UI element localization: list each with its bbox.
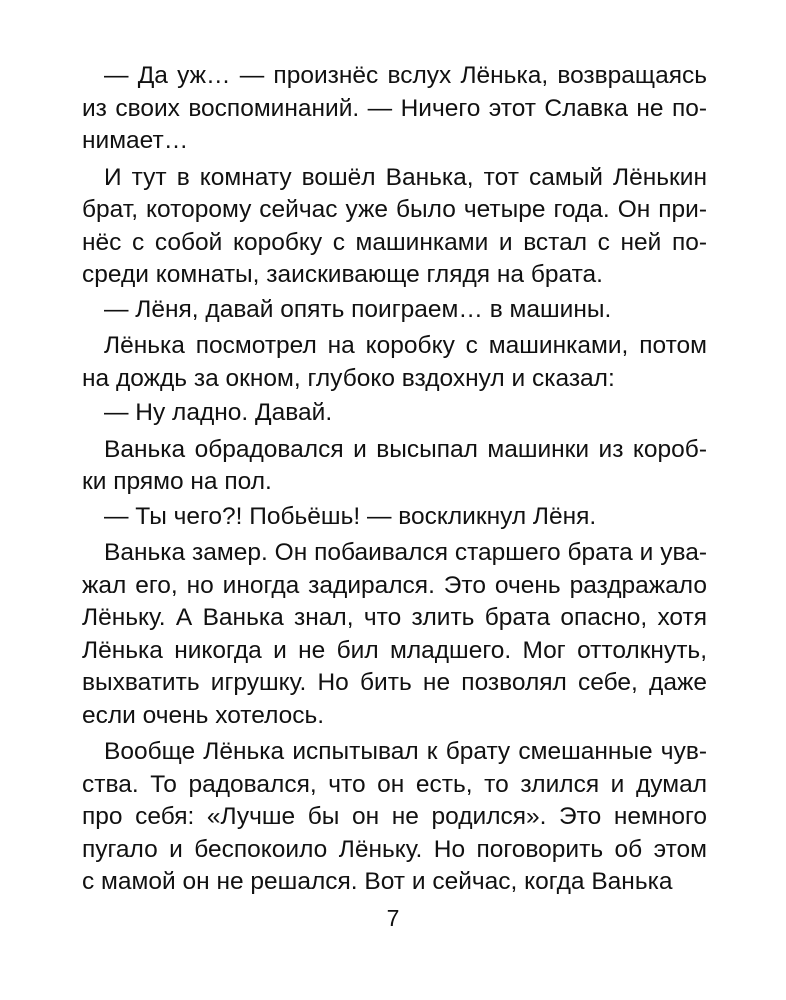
text-line: про себя: «Лучше бы он не родился». Это немного [82,803,707,830]
text-line: жал его, но иногда задирался. Это очень раздражало [82,571,707,599]
text-line: выхватить игрушку. Но бить не позволял себе, даже [82,669,707,696]
paragraph [82,397,707,430]
paragraph [82,162,707,292]
text-line: нимает… [82,127,189,154]
page-number: 7 [386,905,400,931]
text-line: — Ты чего?! Побьёшь! — воскликнул Лёня. [104,502,597,530]
paragraph [82,736,707,899]
paragraph [82,330,707,395]
body-text [82,60,707,899]
text-line: нёс с собой коробку с машинками и встал с ней по- [82,228,707,256]
text-line: — Лёня, давай опять поиграем… в машины. [104,295,612,323]
paragraph [82,501,707,534]
text-line: брат, которому сейчас уже было четыре года. Он при- [82,196,707,223]
text-line: Лёнька посмотрел на коробку с машинками, потом [104,332,707,359]
text-line: если очень хотелось. [82,701,325,729]
paragraph [82,294,707,327]
text-line: ства. То радовался, что он есть, то злился и думал [82,770,707,798]
text-line: среди комнаты, заискивающе глядя на брата. [82,261,603,288]
text-line: пугало и беспокоило Лёньку. Но поговорить об этом [82,835,707,863]
text-line: Вообще Лёнька испытывал к брату смешанные чув- [104,738,707,765]
text-line: Лёнька никогда и не бил младшего. Мог оттолкнуть, [82,636,707,664]
paragraph [82,60,707,158]
text-line: на дождь за окном, глубоко вздохнул и сказал: [82,364,615,392]
text-line: — Ну ладно. Давай. [104,399,333,426]
text-line: — Да уж… — произнёс вслух Лёнька, возвращаясь [104,62,707,89]
text-line: Ванька замер. Он побаивался старшего брата и ува- [104,539,707,566]
text-line: Ванька обрадовался и высыпал машинки из короб- [104,435,707,463]
text-line: И тут в комнату вошёл Ванька, тот самый Лёнькин [104,163,707,191]
text-line: с мамой он не решался. Вот и сейчас, когда Ванька [82,868,673,895]
text-line: Лёньку. А Ванька знал, что злить брата опасно, хотя [82,604,707,631]
paragraph [82,434,707,499]
text-line: из своих воспоминаний. — Ничего этот Славка не по- [82,94,707,122]
text-line: ки прямо на пол. [82,468,272,495]
paragraph [82,537,707,732]
